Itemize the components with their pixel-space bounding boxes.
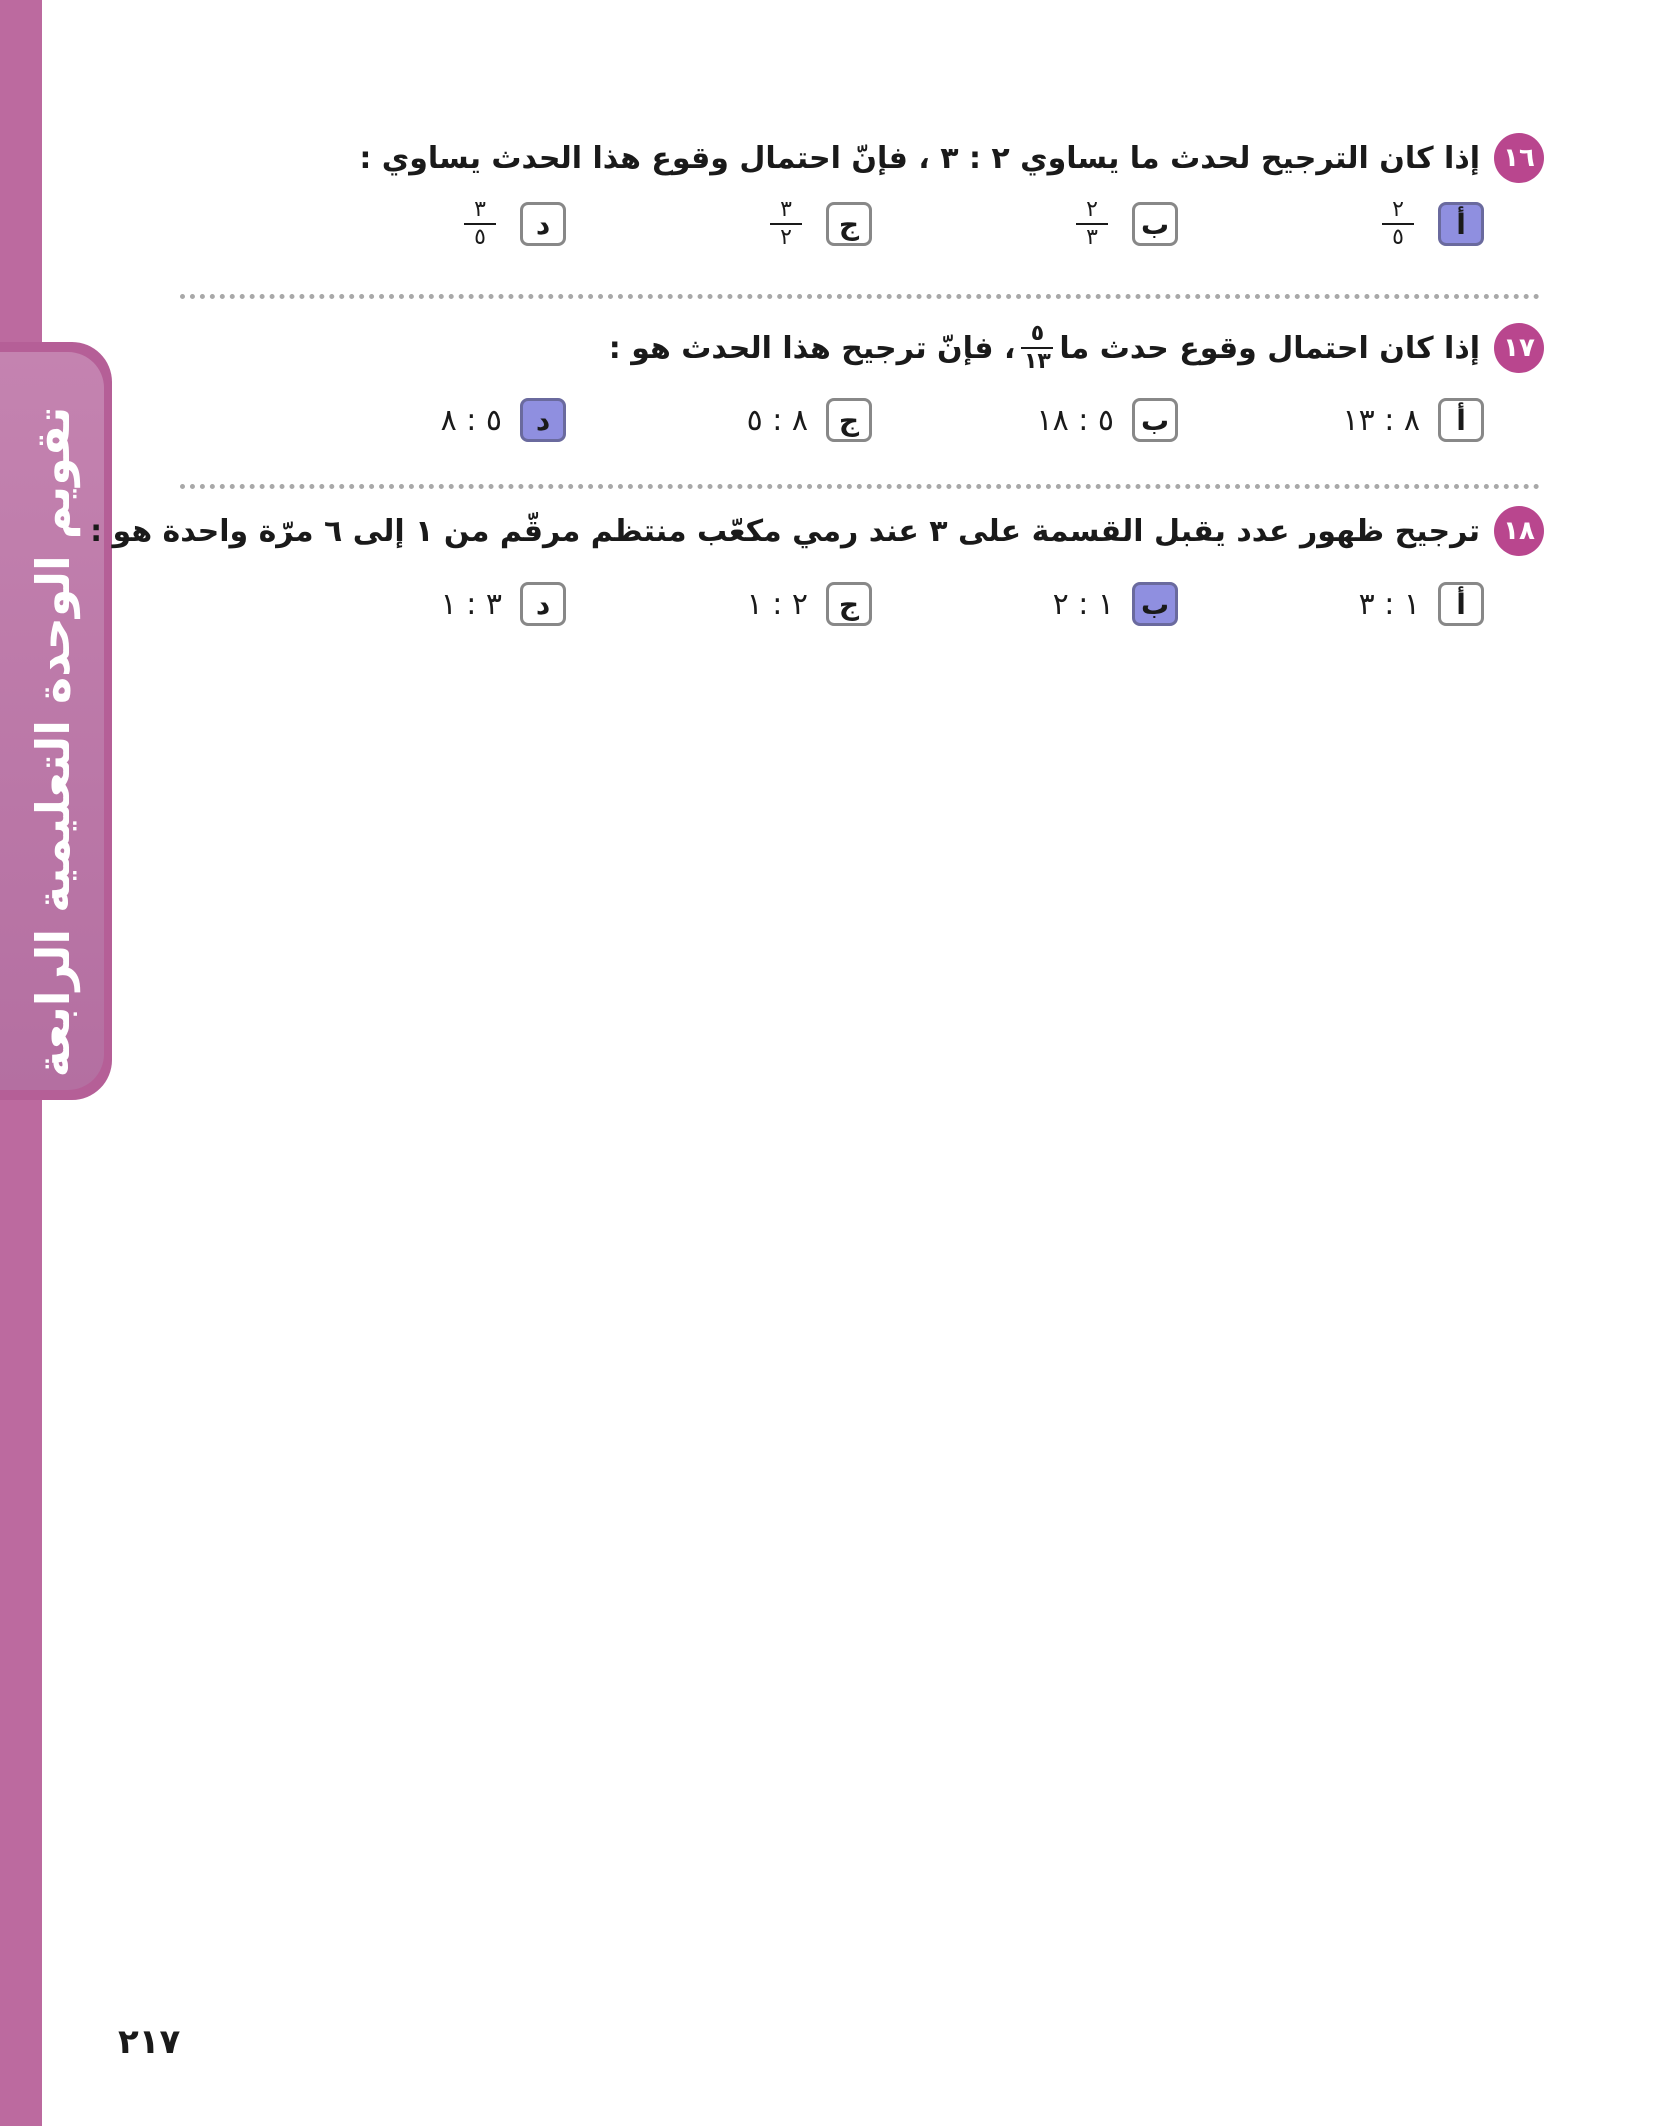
denominator: ٥ (474, 225, 486, 250)
numerator: ٣ (780, 197, 792, 222)
fraction (770, 198, 802, 250)
denominator: ١٣ (1023, 349, 1051, 374)
choice-letter[interactable]: ب (1132, 202, 1178, 246)
question-16 (359, 133, 1544, 183)
choice-b[interactable] (872, 198, 1178, 250)
choice-letter[interactable]: د (520, 582, 566, 626)
choice-b[interactable] (872, 398, 1178, 442)
question-text: ترجيح ظهور عدد يقبل القسمة على ٣ عند رمي مكعّب منتظم مرقّم من ١ إلى ٦ مرّة واحدة هو : (90, 513, 1480, 549)
choice-value: ٨ : ١٣ (1342, 402, 1420, 438)
page-number: ٢١٧ (118, 2022, 181, 2062)
choice-d[interactable] (260, 398, 566, 442)
question-number: ١٦ (1494, 133, 1544, 183)
choice-d[interactable] (260, 582, 566, 626)
choice-value: ٥ : ٨ (440, 402, 502, 438)
choices-16 (164, 198, 1484, 250)
question-text-after: ، فإنّ ترجيح هذا الحدث هو : (608, 330, 1016, 366)
choice-letter[interactable]: ج (826, 582, 872, 626)
question-text-before: إذا كان احتمال وقوع حدث ما (1059, 330, 1480, 366)
denominator: ٥ (1392, 225, 1404, 250)
divider (180, 484, 1540, 489)
choice-c[interactable] (566, 198, 872, 250)
choice-value: ٢ : ١ (746, 586, 808, 622)
choice-a[interactable] (1178, 198, 1484, 250)
choice-letter[interactable]: أ (1438, 398, 1484, 442)
choice-a[interactable] (1178, 398, 1484, 442)
choice-letter[interactable]: أ (1438, 582, 1484, 626)
numerator: ٢ (1086, 197, 1098, 222)
choice-letter[interactable]: ب (1132, 582, 1178, 626)
numerator: ٥ (1030, 321, 1045, 346)
unit-title: تقويم الوحدة التعليمية الرابعة (26, 406, 80, 1078)
choice-value: ١ : ٣ (1358, 586, 1420, 622)
divider (180, 294, 1540, 299)
choice-letter[interactable]: ب (1132, 398, 1178, 442)
choice-letter[interactable]: ج (826, 202, 872, 246)
fraction (1021, 322, 1053, 374)
choices-18 (164, 582, 1484, 626)
choice-letter[interactable]: د (520, 398, 566, 442)
choice-value: ١ : ٢ (1052, 586, 1114, 622)
choice-value: ٨ : ٥ (746, 402, 808, 438)
choice-letter[interactable]: ج (826, 398, 872, 442)
choice-value: ٥ : ١٨ (1036, 402, 1114, 438)
choice-c[interactable] (566, 398, 872, 442)
choice-b[interactable] (872, 582, 1178, 626)
question-number: ١٨ (1494, 506, 1544, 556)
question-text: إذا كان الترجيح لحدث ما يساوي ٢ : ٣ ، فإنّ احتمال وقوع هذا الحدث يساوي : (359, 140, 1480, 176)
choice-letter[interactable]: أ (1438, 202, 1484, 246)
denominator: ٣ (1086, 225, 1098, 250)
choice-d[interactable] (260, 198, 566, 250)
choice-a[interactable] (1178, 582, 1484, 626)
numerator: ٣ (474, 197, 486, 222)
choices-17 (164, 398, 1484, 442)
question-text (609, 322, 1480, 374)
question-18 (90, 506, 1544, 556)
numerator: ٢ (1392, 197, 1404, 222)
question-17 (609, 322, 1544, 374)
question-number: ١٧ (1494, 323, 1544, 373)
fraction (464, 198, 496, 250)
fraction (1382, 198, 1414, 250)
choice-letter[interactable]: د (520, 202, 566, 246)
choice-value: ٣ : ١ (440, 586, 502, 622)
denominator: ٢ (780, 225, 792, 250)
choice-c[interactable] (566, 582, 872, 626)
fraction (1076, 198, 1108, 250)
